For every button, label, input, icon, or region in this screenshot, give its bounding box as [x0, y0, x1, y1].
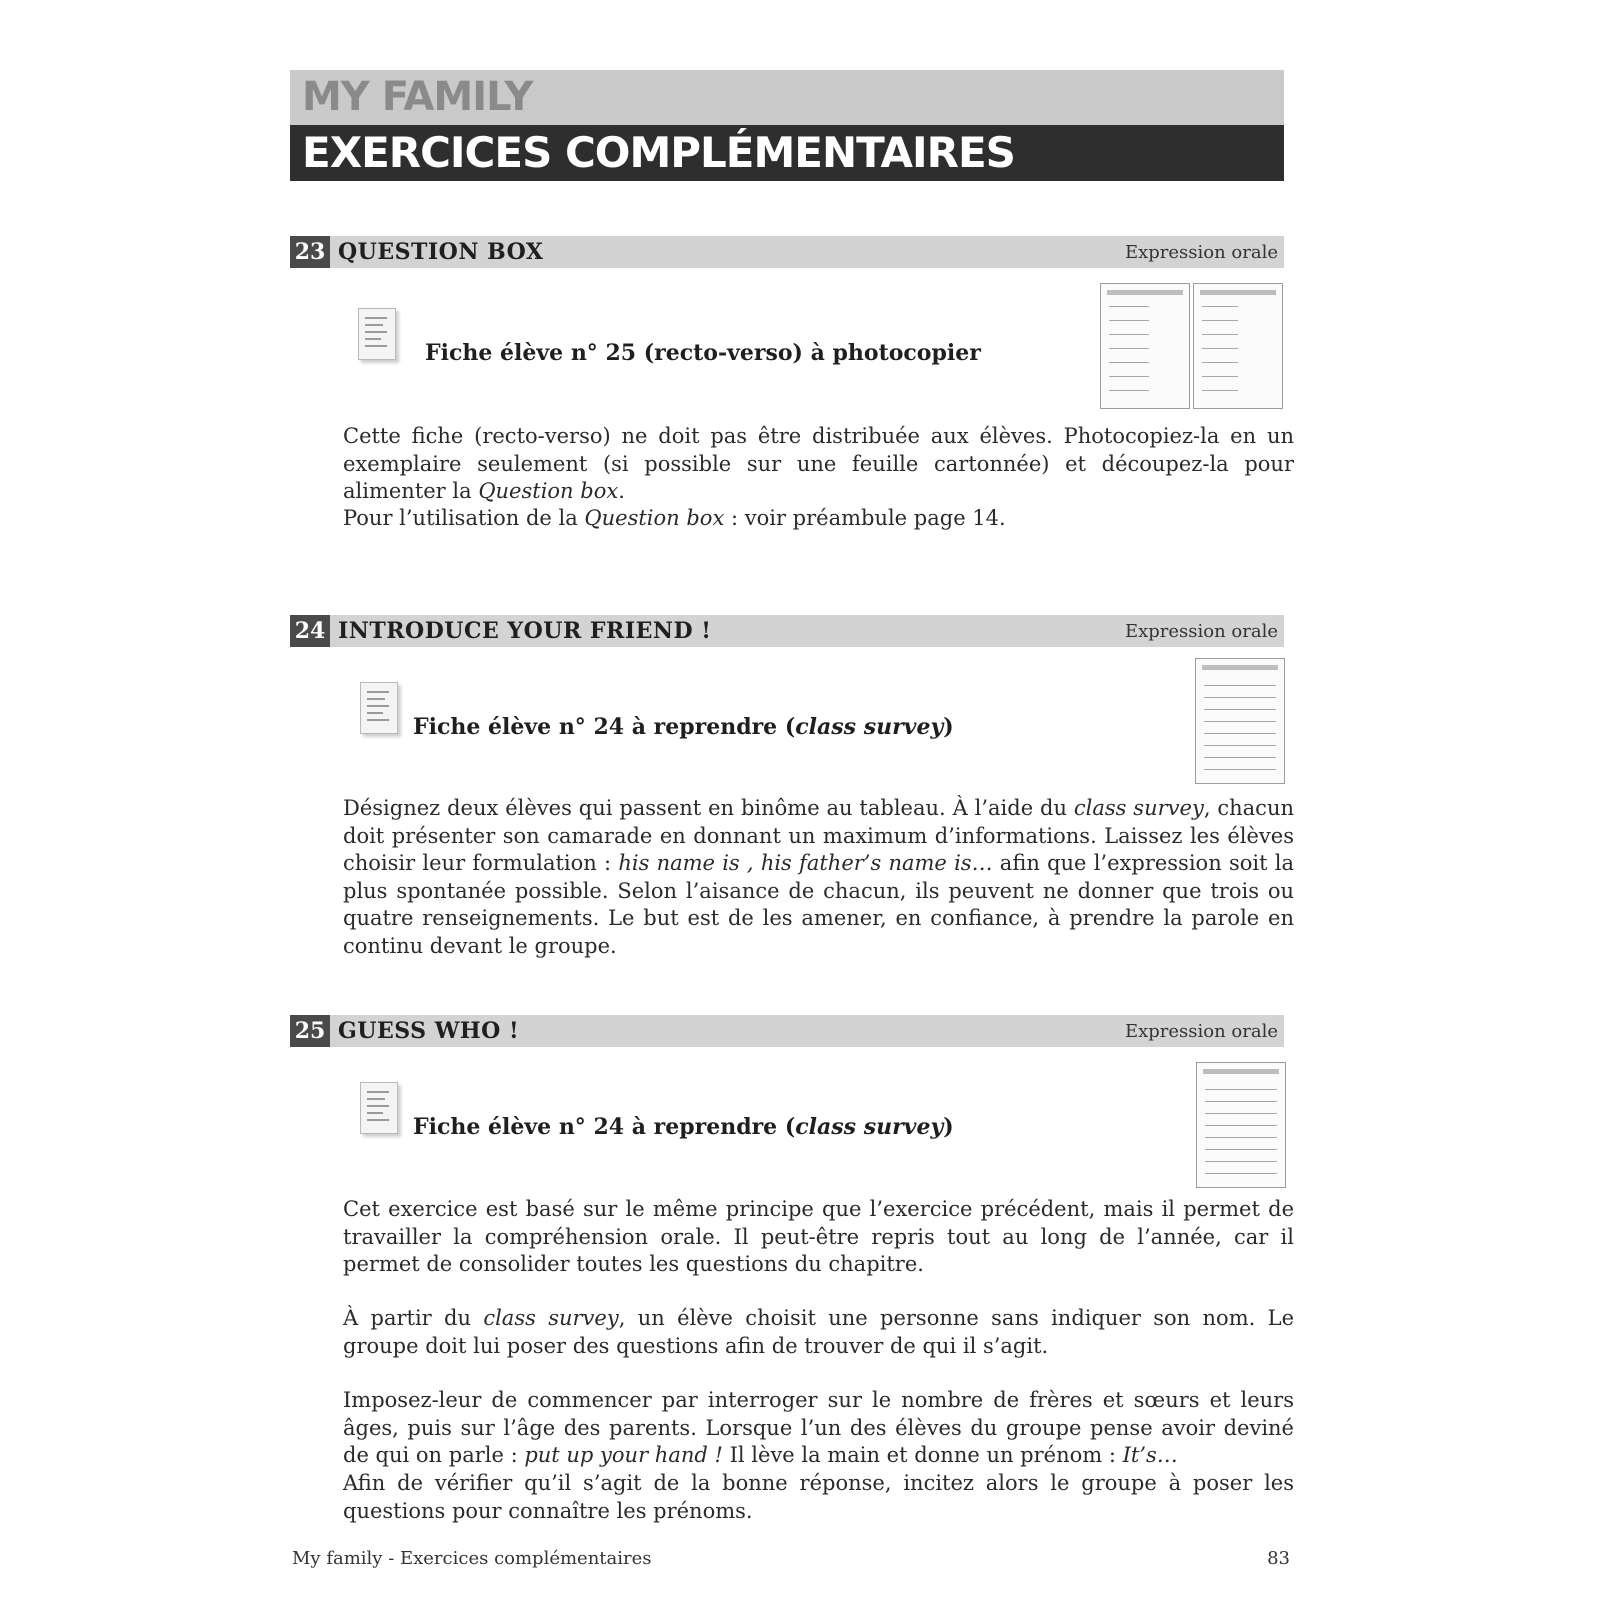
section-number: 24 [290, 615, 330, 647]
section-23-bar [290, 236, 1284, 268]
section-24-paragraph-1: Désignez deux élèves qui passent en binôme au tableau. À l’aide du class survey, chacun doit présenter son camarade en donnant un maximum d’informations. Laissez les élèves choisir leur formulation : his name is , his father’s name is… afin que l’expression soit la plus spontanée possible. Selon l’aisance de chacun, ils peuvent ne donner que trois ou quatre renseignements. Le but est de les amener, en confiance, à prendre la parole en continu devant le groupe. [343, 796, 1294, 958]
section-25-bar [290, 1015, 1284, 1047]
worksheet-icon [360, 682, 398, 734]
page-number: 83 [1267, 1548, 1290, 1569]
worksheet-thumbnail-verso [1193, 283, 1283, 409]
section-25-paragraph-4: Afin de vérifier qu’il s’agit de la bonne réponse, incitez alors le groupe à poser les questions pour connaître les prénoms. [343, 1471, 1294, 1523]
running-footer: My family - Exercices complémentaires [292, 1548, 652, 1569]
chapter-header [290, 70, 1284, 181]
worksheet-thumbnail-recto [1100, 283, 1190, 409]
section-25-paragraph-1: Cet exercice est basé sur le même principe que l’exercice précédent, mais il permet de travailler la compréhension orale. Il peut-être repris tout au long de l’année, car il permet de consolider toutes les questions du chapitre. [343, 1197, 1294, 1276]
section-23-paragraph-1: Cette fiche (recto-verso) ne doit pas être distribuée aux élèves. Photocopiez-la en un exemplaire seulement (si possible sur une feuille cartonnée) et découpez-la pour alimenter la Question box. [343, 424, 1294, 503]
section-tag: Expression orale [1124, 621, 1278, 642]
section-24-bar [290, 615, 1284, 647]
worksheet-icon [360, 1082, 398, 1134]
section-25-paragraph-2: À partir du class survey, un élève choisit une personne sans indiquer son nom. Le groupe doit lui poser des questions afin de trouver de qui il s’agit. [343, 1306, 1294, 1358]
section-number: 25 [290, 1015, 330, 1047]
section-number: 23 [290, 236, 330, 268]
section-title: GUESS WHO ! [338, 1018, 520, 1044]
class-survey-thumbnail [1196, 1062, 1286, 1188]
worksheet-reference: Fiche élève n° 24 à reprendre (class survey) [413, 714, 954, 740]
section-23-paragraph-2: Pour l’utilisation de la Question box : voir préambule page 14. [343, 506, 1006, 530]
worksheet-reference: Fiche élève n° 25 (recto-verso) à photocopier [425, 340, 981, 366]
class-survey-thumbnail [1195, 658, 1285, 784]
section-25-paragraph-3: Imposez-leur de commencer par interroger sur le nombre de frères et sœurs et leurs âges, puis sur l’âge des parents. Lorsque l’un des élèves du groupe pense avoir deviné de qui on parle : put up your hand ! Il lève la main et donne un prénom : It’s… [343, 1388, 1294, 1467]
worksheet-reference: Fiche élève n° 24 à reprendre (class survey) [413, 1114, 954, 1140]
worksheet-icon [358, 308, 396, 360]
section-title: QUESTION BOX [338, 239, 544, 265]
chapter-title: MY FAMILY [290, 70, 1284, 125]
chapter-subtitle: EXERCICES COMPLÉMENTAIRES [290, 125, 1284, 181]
section-tag: Expression orale [1124, 242, 1278, 263]
section-title: INTRODUCE YOUR FRIEND ! [338, 618, 712, 644]
section-tag: Expression orale [1124, 1021, 1278, 1042]
